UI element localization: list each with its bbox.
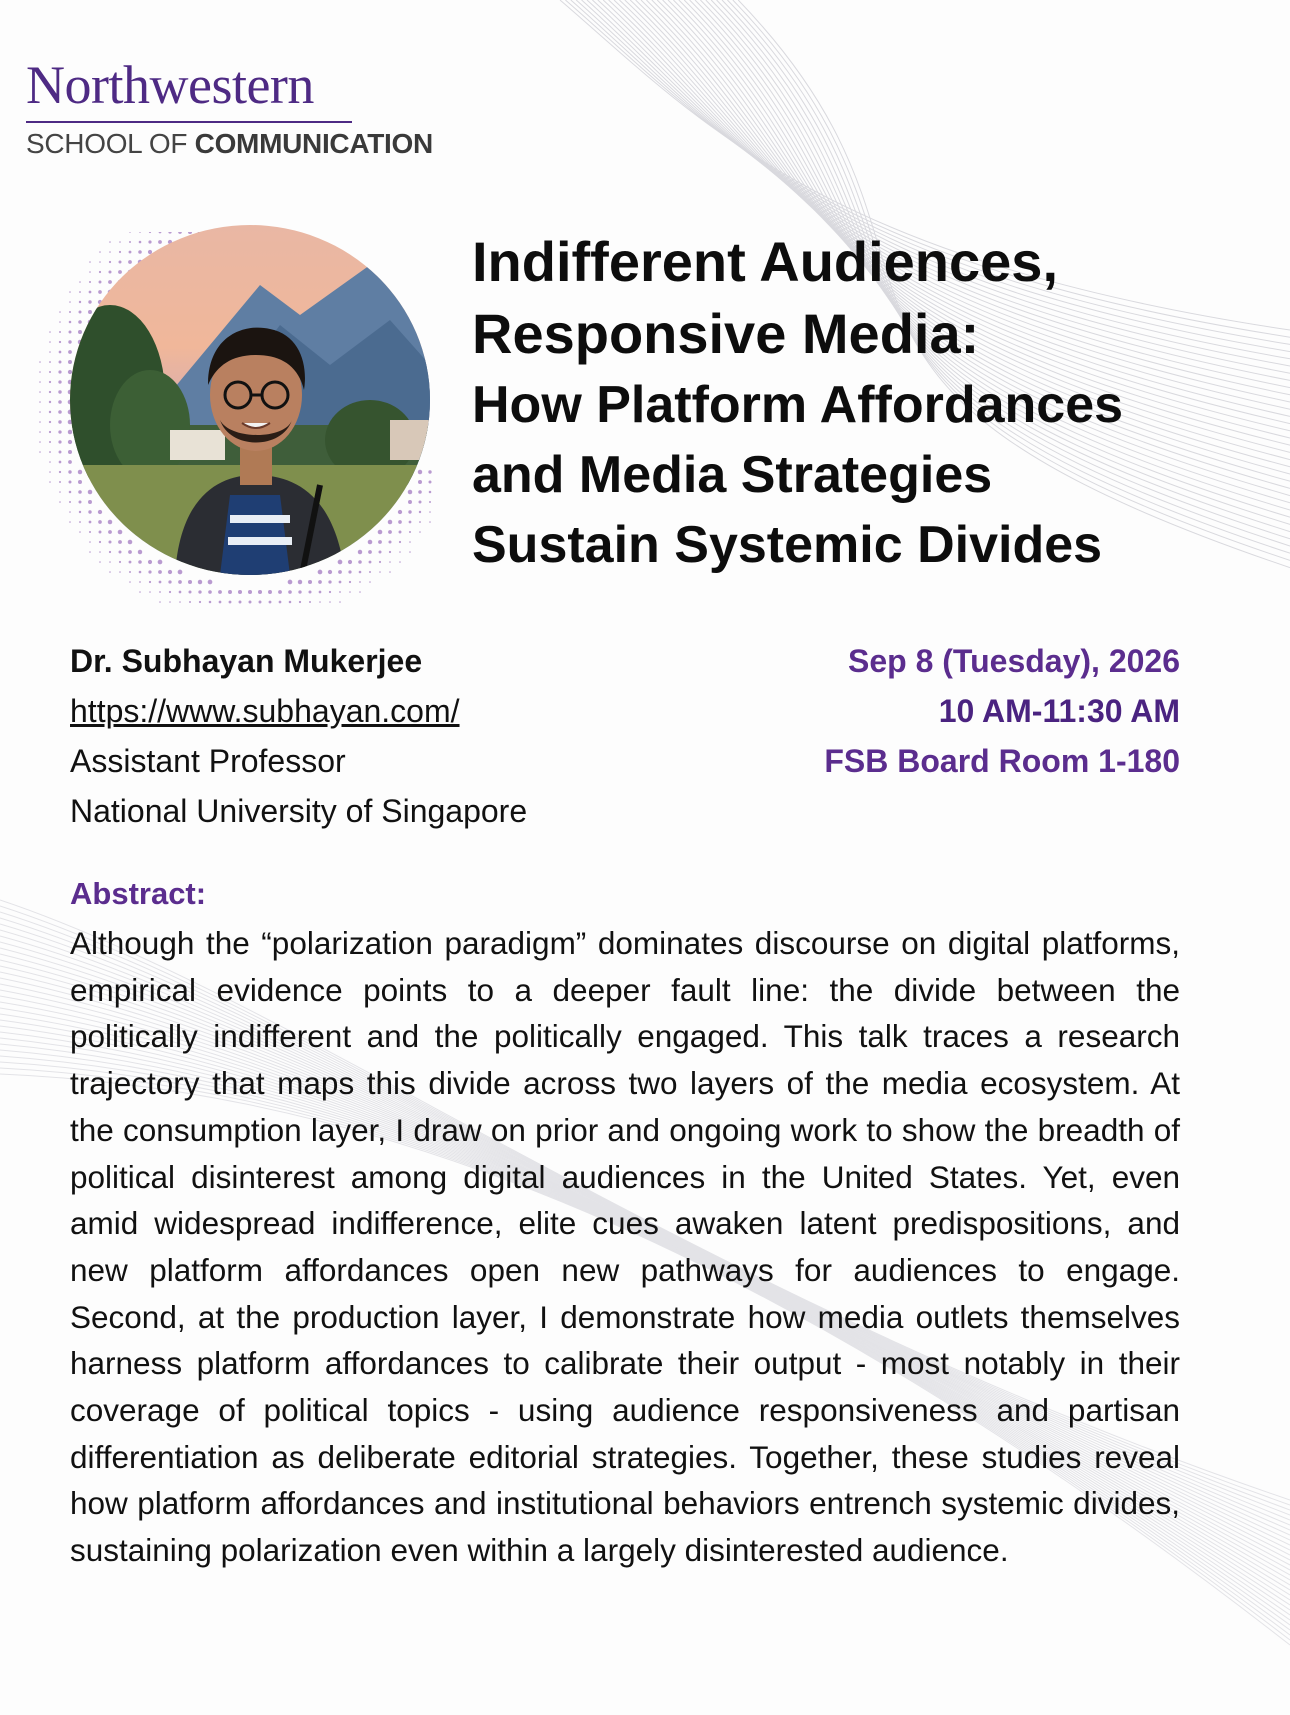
abstract-heading: Abstract: [70, 876, 207, 911]
speaker-info [70, 636, 527, 836]
subtitle-line-3: Sustain Systemic Divides [472, 516, 1103, 574]
event-location: FSB Board Room 1-180 [824, 743, 1180, 779]
school-name [26, 130, 433, 158]
logo-divider [26, 121, 352, 123]
event-details [824, 636, 1180, 786]
title-line-1: Indifferent Audiences, [472, 230, 1059, 293]
event-time: 10 AM-11:30 AM [938, 693, 1180, 729]
speaker-name: Dr. Subhayan Mukerjee [70, 643, 423, 679]
speaker-photo [70, 225, 430, 575]
subtitle-line-1: How Platform Affordances [472, 376, 1124, 434]
speaker-position: Assistant Professor [70, 743, 346, 779]
school-name-bold: COMMUNICATION [194, 128, 433, 159]
talk-title [472, 226, 1272, 580]
event-date: Sep 8 (Tuesday), 2026 [848, 643, 1180, 679]
title-line-2: Responsive Media: [472, 302, 980, 365]
speaker-website-link[interactable]: https://www.subhayan.com/ [70, 693, 460, 729]
northwestern-logo-wordmark: Northwestern [26, 55, 314, 115]
abstract-text: Although the “polarization paradigm” dominates discourse on digital platforms, empirical evidence points to a deeper fault line: the divide between the politically indifferent and the politically engaged. This talk traces a research trajectory that maps this divide across two layers of the media ecosystem. At the consumption layer, I draw on prior and ongoing work to show the breadth of political disinterest among digital audiences in the United States. Yet, even amid widespread indifference, elite cues awaken latent predispositions, and new platform affordances open new pathways for audiences to engage. Second, at the production layer, I demonstrate how media outlets themselves harness platform affordances to calibrate their output - most notably in their coverage of political topics - using audience responsiveness and partisan differentiation as deliberate editorial strategies. Together, these studies reveal how platform affordances and institutional behaviors entrench systemic divides, sustaining polarization even within a largely disinterested audience. [70, 925, 1180, 1569]
speaker-affiliation: National University of Singapore [70, 793, 528, 829]
school-name-light: SCHOOL OF [26, 128, 195, 159]
subtitle-line-2: and Media Strategies [472, 446, 993, 504]
